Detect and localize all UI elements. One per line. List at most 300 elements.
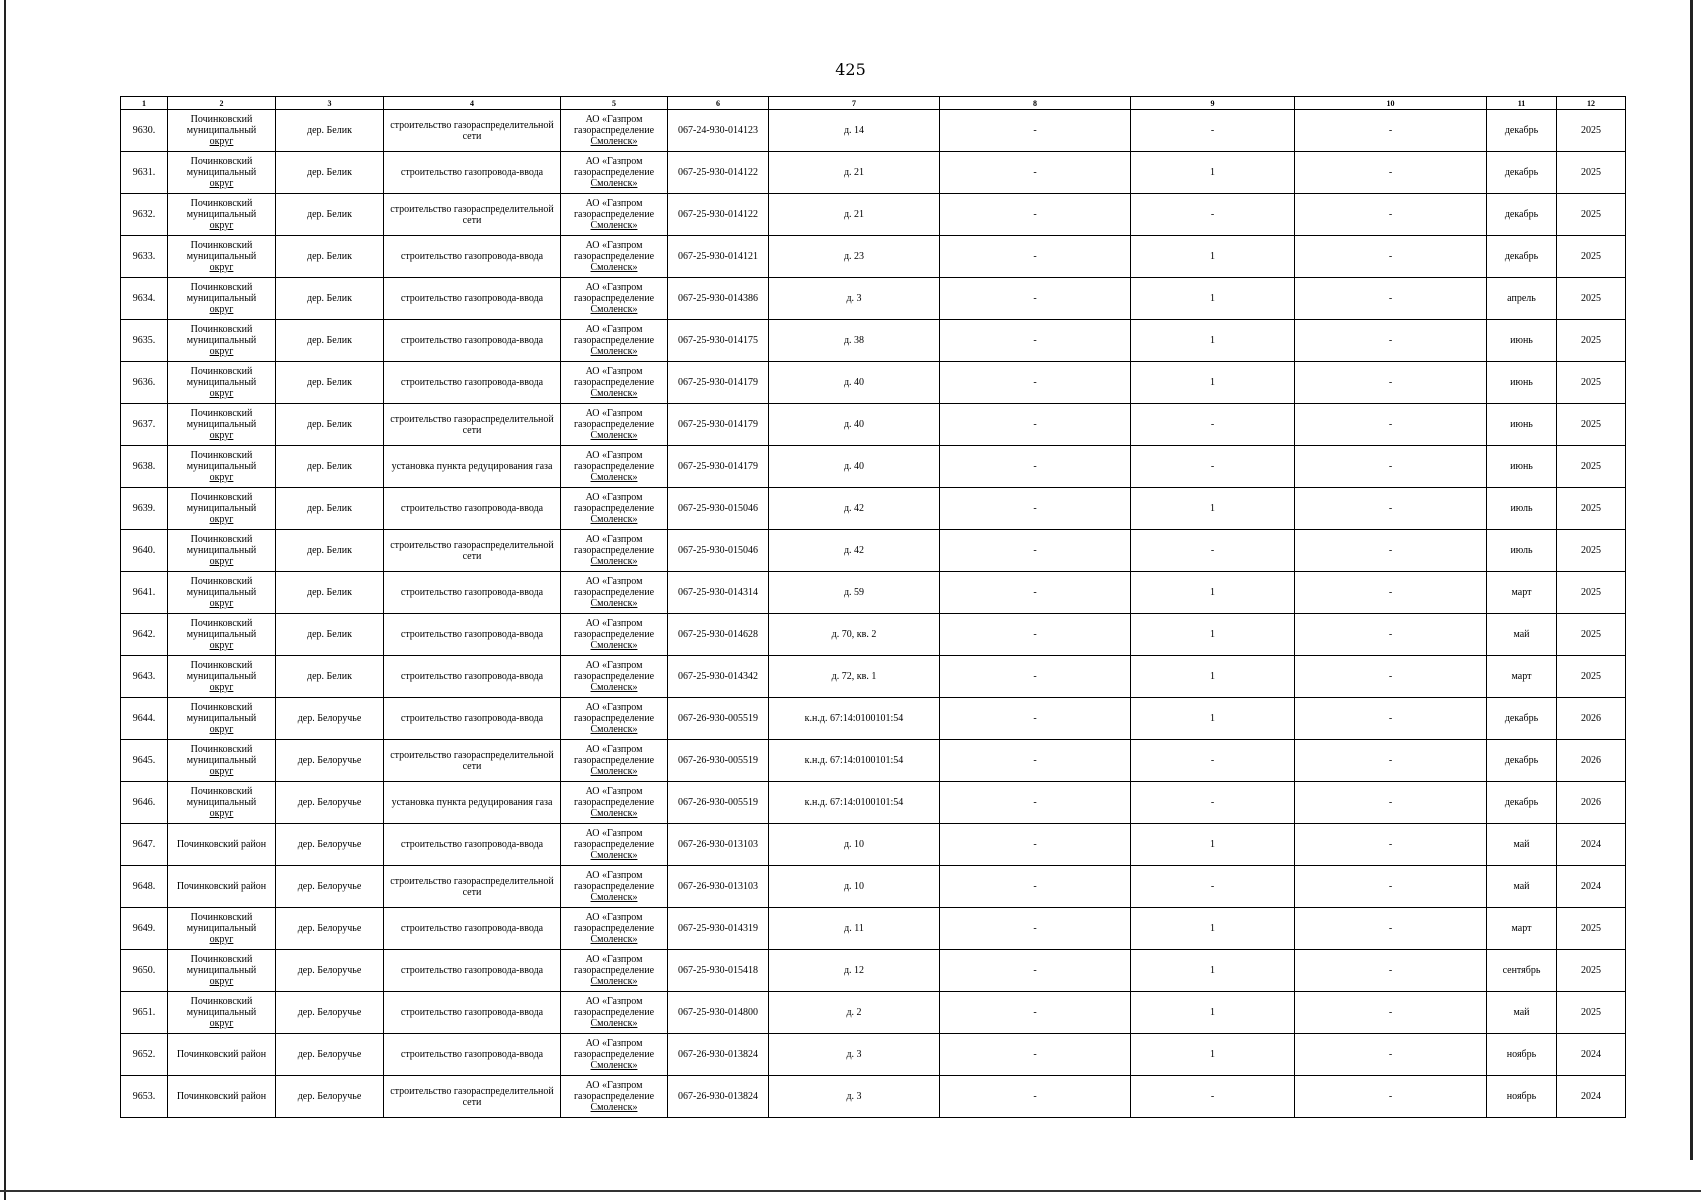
col9-cell: - (1131, 110, 1295, 152)
month-cell: декабрь (1487, 110, 1557, 152)
row-number: 9649. (121, 908, 168, 950)
table-row (121, 530, 1626, 572)
organization-cell (561, 488, 668, 530)
row-number: 9639. (121, 488, 168, 530)
column-header-12: 12 (1557, 97, 1626, 110)
month-cell: декабрь (1487, 740, 1557, 782)
application-code-cell: 067-25-930-014628 (668, 614, 769, 656)
settlement-cell: дер. Белик (276, 194, 384, 236)
district-cell-line: муниципальный (186, 419, 257, 430)
column-header-2: 2 (168, 97, 276, 110)
address-cell: д. 42 (769, 488, 940, 530)
table-row (121, 908, 1626, 950)
district-cell (168, 488, 276, 530)
district-cell-line: округ (209, 556, 234, 567)
district-cell-line: муниципальный (186, 335, 257, 346)
month-cell: июль (1487, 530, 1557, 572)
organization-cell-line: газораспределение (573, 125, 655, 136)
organization-cell-line: Смоленск» (590, 346, 638, 357)
work-type-cell: строительство газораспределительной сети (384, 740, 561, 782)
row-number: 9646. (121, 782, 168, 824)
address-cell: к.н.д. 67:14:0100101:54 (769, 740, 940, 782)
col10-cell: - (1295, 404, 1487, 446)
row-number: 9635. (121, 320, 168, 362)
district-cell-line: округ (209, 262, 234, 273)
district-cell-line: муниципальный (186, 923, 257, 934)
organization-cell-line: Смоленск» (590, 304, 638, 315)
month-cell: март (1487, 656, 1557, 698)
organization-cell (561, 572, 668, 614)
address-cell: д. 72, кв. 1 (769, 656, 940, 698)
district-cell-line: муниципальный (186, 209, 257, 220)
district-cell (168, 908, 276, 950)
settlement-cell: дер. Белик (276, 488, 384, 530)
row-number: 9653. (121, 1076, 168, 1118)
organization-cell-line: АО «Газпром (585, 870, 643, 881)
organization-cell-line: Смоленск» (590, 514, 638, 525)
address-cell: д. 10 (769, 824, 940, 866)
address-cell: д. 12 (769, 950, 940, 992)
organization-cell-line: АО «Газпром (585, 324, 643, 335)
row-number: 9652. (121, 1034, 168, 1076)
settlement-cell: дер. Белоручье (276, 698, 384, 740)
organization-cell-line: газораспределение (573, 881, 655, 892)
district-cell-line: округ (209, 388, 234, 399)
col10-cell: - (1295, 446, 1487, 488)
organization-cell-line: АО «Газпром (585, 534, 643, 545)
organization-cell-line: газораспределение (573, 293, 655, 304)
month-cell: июнь (1487, 404, 1557, 446)
address-cell: д. 2 (769, 992, 940, 1034)
table-row (121, 404, 1626, 446)
table-row (121, 236, 1626, 278)
month-cell: июнь (1487, 320, 1557, 362)
col10-cell: - (1295, 1034, 1487, 1076)
col10-cell: - (1295, 992, 1487, 1034)
settlement-cell: дер. Белик (276, 656, 384, 698)
district-cell-line: округ (209, 136, 234, 147)
table-row (121, 194, 1626, 236)
column-header-6: 6 (668, 97, 769, 110)
col8-cell: - (940, 236, 1131, 278)
district-cell-line: округ (209, 304, 234, 315)
row-number: 9633. (121, 236, 168, 278)
organization-cell-line: АО «Газпром (585, 408, 643, 419)
col9-cell: - (1131, 782, 1295, 824)
organization-cell-line: Смоленск» (590, 766, 638, 777)
work-type-cell: строительство газопровода-ввода (384, 908, 561, 950)
row-number: 9638. (121, 446, 168, 488)
organization-cell-line: АО «Газпром (585, 114, 643, 125)
district-cell-line: округ (209, 976, 234, 987)
district-cell-line: Починковский район (176, 1091, 267, 1102)
settlement-cell: дер. Белик (276, 320, 384, 362)
application-code-cell: 067-25-930-014121 (668, 236, 769, 278)
application-code-cell: 067-25-930-014122 (668, 152, 769, 194)
district-cell-line: муниципальный (186, 503, 257, 514)
col10-cell: - (1295, 320, 1487, 362)
application-code-cell: 067-25-930-014179 (668, 446, 769, 488)
row-number: 9650. (121, 950, 168, 992)
application-code-cell: 067-25-930-014122 (668, 194, 769, 236)
settlement-cell: дер. Белоручье (276, 950, 384, 992)
settlement-cell: дер. Белик (276, 530, 384, 572)
row-number: 9644. (121, 698, 168, 740)
application-code-cell: 067-26-930-013103 (668, 866, 769, 908)
column-header-3: 3 (276, 97, 384, 110)
address-cell: д. 11 (769, 908, 940, 950)
work-type-cell: строительство газопровода-ввода (384, 362, 561, 404)
col10-cell: - (1295, 110, 1487, 152)
row-number: 9630. (121, 110, 168, 152)
district-cell-line: Починковский (190, 618, 253, 629)
work-type-cell: строительство газопровода-ввода (384, 950, 561, 992)
district-cell (168, 404, 276, 446)
organization-cell-line: Смоленск» (590, 808, 638, 819)
table-row (121, 446, 1626, 488)
organization-cell-line: газораспределение (573, 209, 655, 220)
table-row (121, 824, 1626, 866)
work-type-cell: строительство газопровода-ввода (384, 1034, 561, 1076)
month-cell: июль (1487, 488, 1557, 530)
district-cell (168, 110, 276, 152)
work-type-cell: строительство газопровода-ввода (384, 152, 561, 194)
table-row (121, 320, 1626, 362)
table-row (121, 740, 1626, 782)
district-cell-line: округ (209, 766, 234, 777)
district-cell-line: Починковский (190, 492, 253, 503)
year-cell: 2025 (1557, 236, 1626, 278)
col8-cell: - (940, 446, 1131, 488)
district-cell (168, 320, 276, 362)
application-code-cell: 067-26-930-005519 (668, 782, 769, 824)
address-cell: д. 40 (769, 404, 940, 446)
organization-cell-line: Смоленск» (590, 850, 638, 861)
column-header-1: 1 (121, 97, 168, 110)
district-cell-line: Починковский (190, 450, 253, 461)
district-cell-line: муниципальный (186, 251, 257, 262)
col8-cell: - (940, 614, 1131, 656)
application-code-cell: 067-26-930-013824 (668, 1034, 769, 1076)
district-cell-line: округ (209, 682, 234, 693)
application-code-cell: 067-25-930-014386 (668, 278, 769, 320)
col8-cell: - (940, 824, 1131, 866)
organization-cell-line: газораспределение (573, 755, 655, 766)
address-cell: к.н.д. 67:14:0100101:54 (769, 698, 940, 740)
year-cell: 2025 (1557, 446, 1626, 488)
work-type-cell: строительство газораспределительной сети (384, 866, 561, 908)
year-cell: 2025 (1557, 404, 1626, 446)
table-row (121, 866, 1626, 908)
organization-cell-line: газораспределение (573, 797, 655, 808)
district-cell-line: округ (209, 178, 234, 189)
application-code-cell: 067-25-930-014179 (668, 362, 769, 404)
organization-cell (561, 278, 668, 320)
organization-cell-line: газораспределение (573, 839, 655, 850)
organization-cell-line: АО «Газпром (585, 198, 643, 209)
organization-cell-line: газораспределение (573, 461, 655, 472)
organization-cell (561, 950, 668, 992)
district-cell-line: Починковский (190, 324, 253, 335)
month-cell: май (1487, 614, 1557, 656)
row-number: 9637. (121, 404, 168, 446)
row-number: 9651. (121, 992, 168, 1034)
work-type-cell: строительство газопровода-ввода (384, 992, 561, 1034)
application-code-cell: 067-25-930-014314 (668, 572, 769, 614)
organization-cell (561, 404, 668, 446)
district-cell-line: округ (209, 640, 234, 651)
organization-cell-line: Смоленск» (590, 220, 638, 231)
district-cell-line: Починковский район (176, 839, 267, 850)
year-cell: 2026 (1557, 782, 1626, 824)
address-cell: к.н.д. 67:14:0100101:54 (769, 782, 940, 824)
column-header-11: 11 (1487, 97, 1557, 110)
table-row (121, 1076, 1626, 1118)
organization-cell-line: газораспределение (573, 503, 655, 514)
col8-cell: - (940, 278, 1131, 320)
address-cell: д. 3 (769, 1076, 940, 1118)
district-cell-line: муниципальный (186, 965, 257, 976)
col8-cell: - (940, 1076, 1131, 1118)
organization-cell-line: газораспределение (573, 965, 655, 976)
organization-cell (561, 782, 668, 824)
district-cell-line: Починковский (190, 282, 253, 293)
application-code-cell: 067-26-930-013824 (668, 1076, 769, 1118)
district-cell-line: Починковский (190, 408, 253, 419)
address-cell: д. 10 (769, 866, 940, 908)
district-cell-line: округ (209, 472, 234, 483)
month-cell: май (1487, 866, 1557, 908)
organization-cell-line: Смоленск» (590, 1102, 638, 1113)
col10-cell: - (1295, 656, 1487, 698)
district-cell-line: округ (209, 934, 234, 945)
address-cell: д. 59 (769, 572, 940, 614)
work-type-cell: строительство газопровода-ввода (384, 236, 561, 278)
organization-cell-line: газораспределение (573, 335, 655, 346)
district-cell-line: муниципальный (186, 167, 257, 178)
district-cell-line: муниципальный (186, 377, 257, 388)
organization-cell (561, 992, 668, 1034)
work-type-cell: строительство газопровода-ввода (384, 656, 561, 698)
district-cell-line: муниципальный (186, 293, 257, 304)
address-cell: д. 42 (769, 530, 940, 572)
organization-cell-line: АО «Газпром (585, 156, 643, 167)
district-cell (168, 698, 276, 740)
district-cell-line: Починковский район (176, 1049, 267, 1060)
organization-cell-line: Смоленск» (590, 892, 638, 903)
organization-cell-line: Смоленск» (590, 1018, 638, 1029)
col9-cell: 1 (1131, 572, 1295, 614)
year-cell: 2025 (1557, 992, 1626, 1034)
month-cell: май (1487, 824, 1557, 866)
organization-cell-line: газораспределение (573, 545, 655, 556)
district-cell (168, 614, 276, 656)
organization-cell (561, 152, 668, 194)
organization-cell (561, 194, 668, 236)
settlement-cell: дер. Белик (276, 152, 384, 194)
month-cell: ноябрь (1487, 1034, 1557, 1076)
month-cell: март (1487, 572, 1557, 614)
organization-cell-line: АО «Газпром (585, 1080, 643, 1091)
col8-cell: - (940, 152, 1131, 194)
district-cell-line: округ (209, 514, 234, 525)
col9-cell: 1 (1131, 488, 1295, 530)
organization-cell-line: АО «Газпром (585, 828, 643, 839)
year-cell: 2024 (1557, 824, 1626, 866)
year-cell: 2025 (1557, 656, 1626, 698)
district-cell-line: муниципальный (186, 587, 257, 598)
col8-cell: - (940, 950, 1131, 992)
district-cell-line: муниципальный (186, 461, 257, 472)
address-cell: д. 21 (769, 152, 940, 194)
col8-cell: - (940, 992, 1131, 1034)
organization-cell-line: АО «Газпром (585, 618, 643, 629)
col9-cell: 1 (1131, 824, 1295, 866)
col9-cell: 1 (1131, 908, 1295, 950)
organization-cell-line: газораспределение (573, 167, 655, 178)
col10-cell: - (1295, 152, 1487, 194)
address-cell: д. 40 (769, 446, 940, 488)
col8-cell: - (940, 740, 1131, 782)
organization-cell-line: газораспределение (573, 587, 655, 598)
col9-cell: 1 (1131, 320, 1295, 362)
address-cell: д. 14 (769, 110, 940, 152)
scan-edge-bottom (0, 1190, 1701, 1192)
year-cell: 2025 (1557, 278, 1626, 320)
work-type-cell: строительство газопровода-ввода (384, 320, 561, 362)
settlement-cell: дер. Белик (276, 362, 384, 404)
settlement-cell: дер. Белоручье (276, 740, 384, 782)
col9-cell: 1 (1131, 992, 1295, 1034)
organization-cell-line: газораспределение (573, 1091, 655, 1102)
organization-cell-line: Смоленск» (590, 934, 638, 945)
table-row (121, 614, 1626, 656)
table-row (121, 278, 1626, 320)
col9-cell: - (1131, 404, 1295, 446)
organization-cell-line: газораспределение (573, 419, 655, 430)
district-cell-line: муниципальный (186, 545, 257, 556)
organization-cell-line: АО «Газпром (585, 996, 643, 1007)
district-cell (168, 236, 276, 278)
year-cell: 2026 (1557, 698, 1626, 740)
organization-cell-line: Смоленск» (590, 262, 638, 273)
table-row (121, 950, 1626, 992)
district-cell (168, 740, 276, 782)
address-cell: д. 38 (769, 320, 940, 362)
col10-cell: - (1295, 1076, 1487, 1118)
col9-cell: 1 (1131, 362, 1295, 404)
col8-cell: - (940, 194, 1131, 236)
year-cell: 2026 (1557, 740, 1626, 782)
district-cell (168, 530, 276, 572)
month-cell: ноябрь (1487, 1076, 1557, 1118)
organization-cell-line: Смоленск» (590, 178, 638, 189)
organization-cell-line: Смоленск» (590, 1060, 638, 1071)
district-cell (168, 1034, 276, 1076)
settlement-cell: дер. Белоручье (276, 824, 384, 866)
settlement-cell: дер. Белоручье (276, 1076, 384, 1118)
district-cell-line: Починковский (190, 156, 253, 167)
organization-cell (561, 110, 668, 152)
application-code-cell: 067-25-930-015046 (668, 488, 769, 530)
col8-cell: - (940, 404, 1131, 446)
col8-cell: - (940, 110, 1131, 152)
district-cell-line: округ (209, 346, 234, 357)
district-cell-line: округ (209, 598, 234, 609)
application-code-cell: 067-26-930-005519 (668, 698, 769, 740)
col10-cell: - (1295, 614, 1487, 656)
year-cell: 2025 (1557, 908, 1626, 950)
district-cell (168, 656, 276, 698)
district-cell-line: Починковский (190, 198, 253, 209)
row-number: 9643. (121, 656, 168, 698)
settlement-cell: дер. Белик (276, 404, 384, 446)
organization-cell-line: газораспределение (573, 629, 655, 640)
col8-cell: - (940, 530, 1131, 572)
col9-cell: 1 (1131, 656, 1295, 698)
col10-cell: - (1295, 782, 1487, 824)
organization-cell-line: АО «Газпром (585, 744, 643, 755)
application-code-cell: 067-25-930-014319 (668, 908, 769, 950)
register-table (120, 96, 1626, 1118)
col9-cell: - (1131, 866, 1295, 908)
col8-cell: - (940, 866, 1131, 908)
col10-cell: - (1295, 866, 1487, 908)
row-number: 9642. (121, 614, 168, 656)
application-code-cell: 067-24-930-014123 (668, 110, 769, 152)
row-number: 9636. (121, 362, 168, 404)
settlement-cell: дер. Белик (276, 446, 384, 488)
organization-cell-line: Смоленск» (590, 598, 638, 609)
table-row (121, 152, 1626, 194)
organization-cell-line: Смоленск» (590, 724, 638, 735)
year-cell: 2024 (1557, 866, 1626, 908)
col8-cell: - (940, 320, 1131, 362)
organization-cell (561, 1034, 668, 1076)
col8-cell: - (940, 362, 1131, 404)
row-number: 9634. (121, 278, 168, 320)
organization-cell (561, 698, 668, 740)
table-row (121, 992, 1626, 1034)
district-cell-line: округ (209, 724, 234, 735)
col10-cell: - (1295, 908, 1487, 950)
work-type-cell: строительство газопровода-ввода (384, 572, 561, 614)
column-header-10: 10 (1295, 97, 1487, 110)
settlement-cell: дер. Белоручье (276, 992, 384, 1034)
district-cell-line: Починковский (190, 366, 253, 377)
work-type-cell: установка пункта редуцирования газа (384, 782, 561, 824)
col9-cell: 1 (1131, 698, 1295, 740)
district-cell-line: округ (209, 808, 234, 819)
month-cell: июнь (1487, 446, 1557, 488)
table-row (121, 698, 1626, 740)
address-cell: д. 40 (769, 362, 940, 404)
application-code-cell: 067-25-930-015046 (668, 530, 769, 572)
work-type-cell: строительство газопровода-ввода (384, 698, 561, 740)
organization-cell-line: АО «Газпром (585, 450, 643, 461)
district-cell (168, 446, 276, 488)
district-cell-line: округ (209, 220, 234, 231)
organization-cell (561, 824, 668, 866)
year-cell: 2025 (1557, 950, 1626, 992)
work-type-cell: строительство газопровода-ввода (384, 488, 561, 530)
organization-cell-line: Смоленск» (590, 682, 638, 693)
col10-cell: - (1295, 278, 1487, 320)
district-cell (168, 866, 276, 908)
row-number: 9647. (121, 824, 168, 866)
district-cell-line: округ (209, 430, 234, 441)
district-cell-line: муниципальный (186, 797, 257, 808)
